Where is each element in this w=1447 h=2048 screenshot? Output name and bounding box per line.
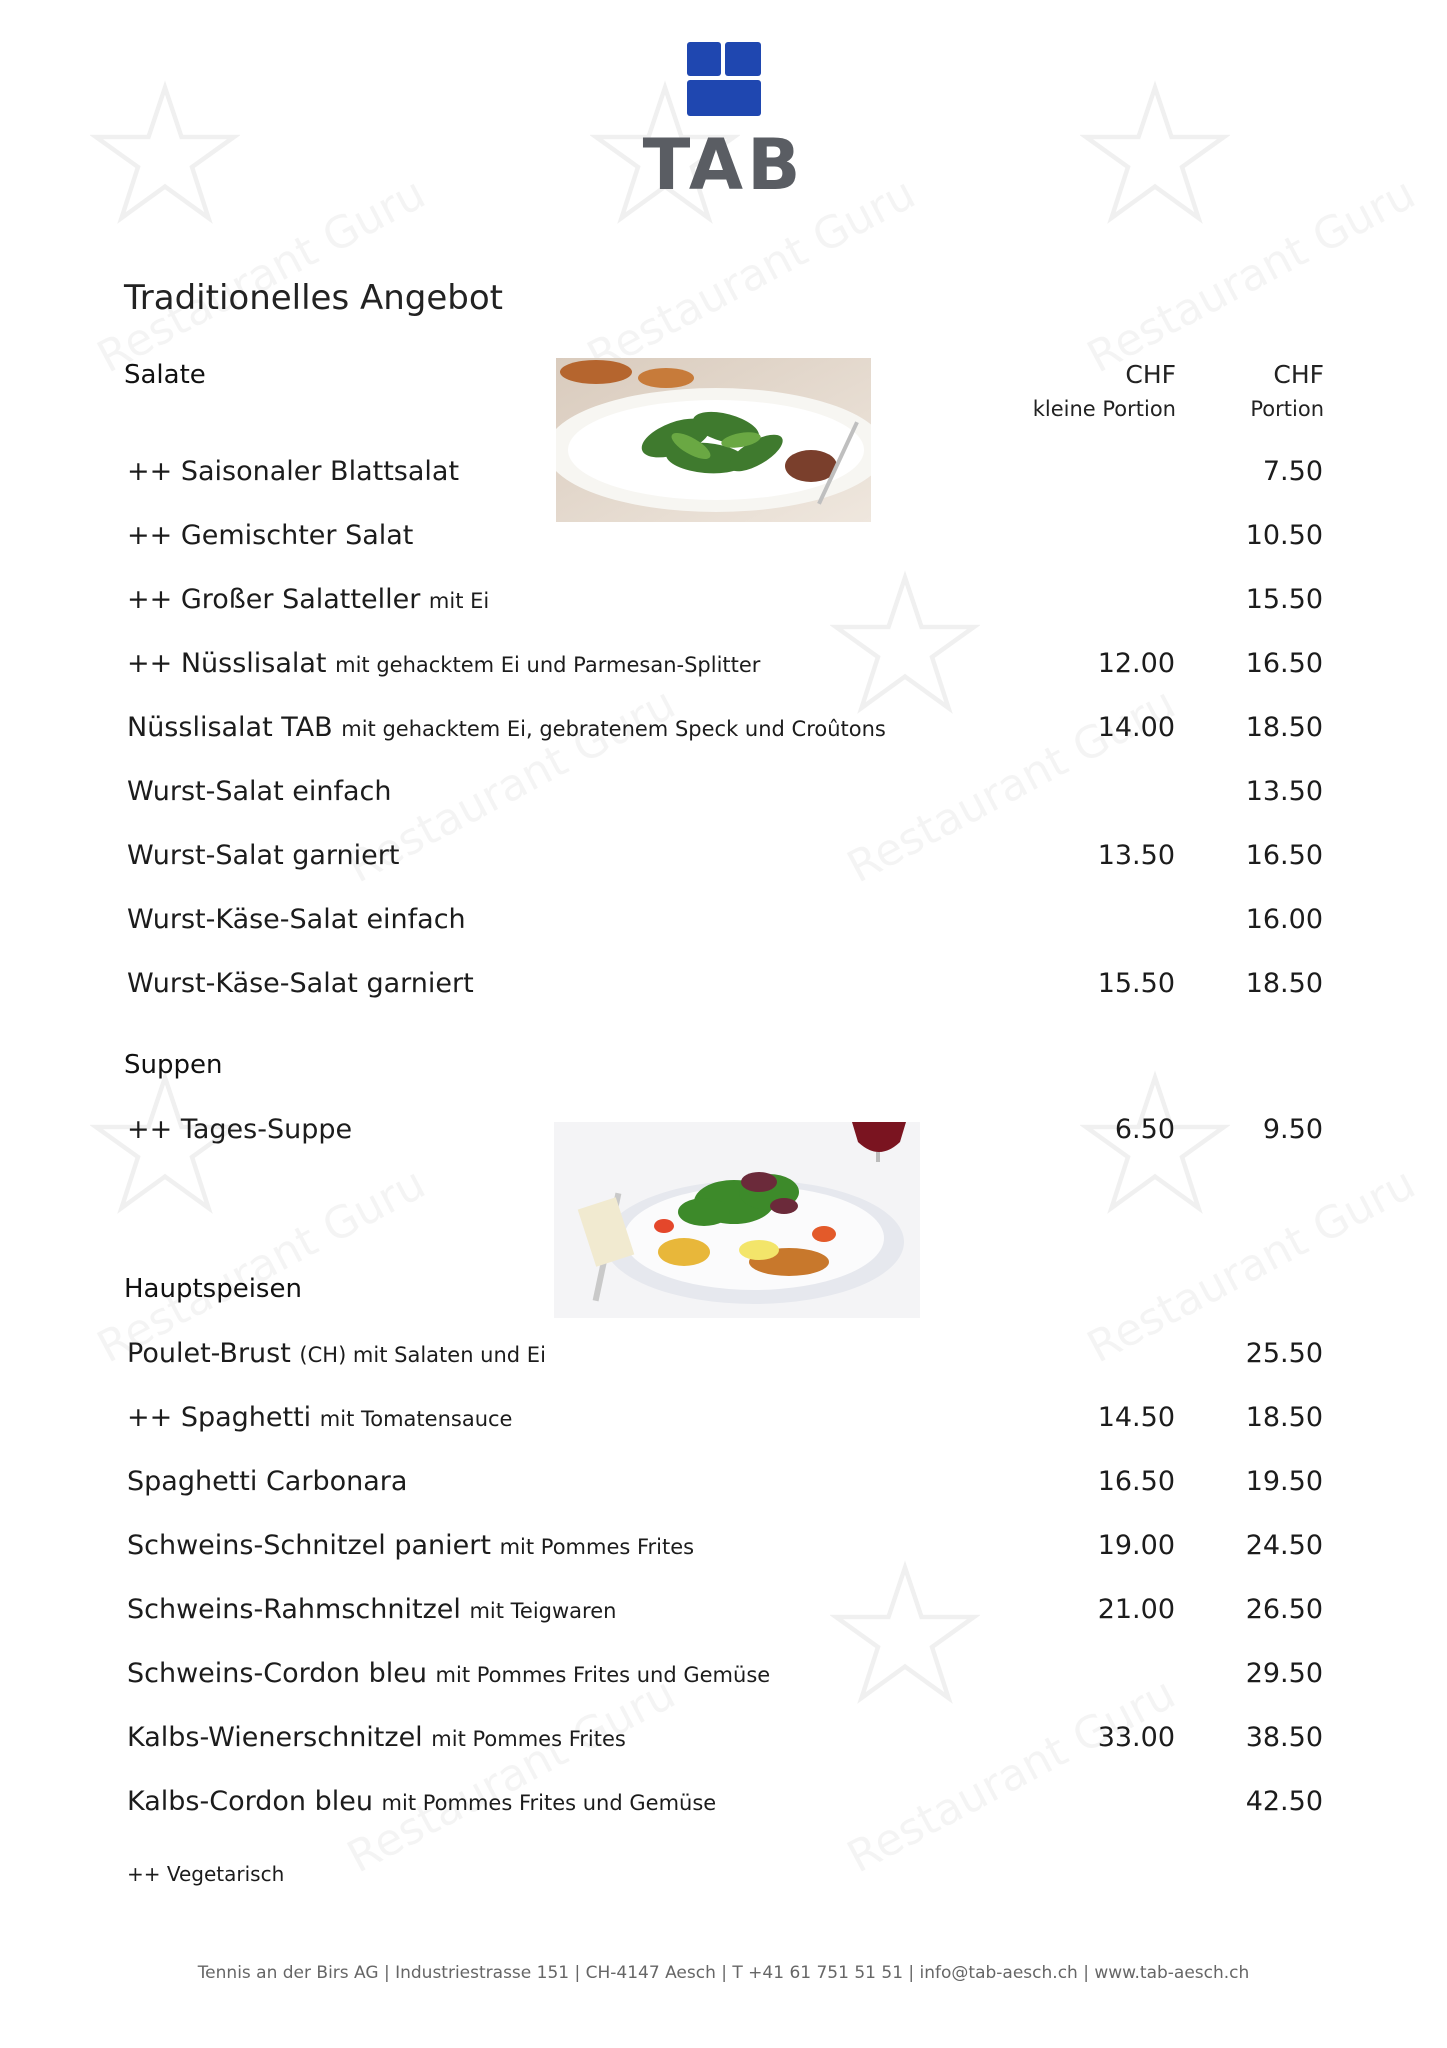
menu-item-price-regular: 38.50 (1245, 1722, 1323, 1753)
menu-item (127, 776, 1327, 816)
main-dish-photo (554, 1122, 920, 1318)
column-header-small (960, 358, 1176, 426)
menu-item (127, 904, 1327, 944)
menu-item-price-small: 19.00 (1097, 1530, 1175, 1561)
page-title: Traditionelles Angebot (124, 278, 504, 318)
menu-item-price-regular: 18.50 (1245, 968, 1323, 999)
menu-item-desc: mit Ei (428, 589, 490, 613)
menu-item-price-regular: 18.50 (1245, 712, 1323, 743)
menu-item-price-regular: 10.50 (1245, 520, 1323, 551)
column-header-small-currency: CHF (1125, 360, 1176, 389)
menu-item-name: ++ Spaghetti mit Tomatensauce (127, 1402, 513, 1433)
menu-item (127, 840, 1327, 880)
menu-item-name: Nüsslisalat TAB mit gehacktem Ei, gebratenem Speck und Croûtons (127, 712, 886, 743)
menu-item-price-regular: 19.50 (1245, 1466, 1323, 1497)
menu-item-name: ++ Nüsslisalat mit gehacktem Ei und Parmesan-Splitter (127, 648, 761, 679)
section-title-salate: Salate (124, 360, 206, 390)
menu-item-price-regular: 9.50 (1262, 1114, 1323, 1145)
menu-item (127, 1786, 1327, 1826)
menu-item-price-regular: 15.50 (1245, 584, 1323, 615)
menu-item-price-small: 14.00 (1097, 712, 1175, 743)
menu-item-price-regular: 42.50 (1245, 1786, 1323, 1817)
watermark-text (1079, 168, 1423, 383)
menu-item-name: Wurst-Käse-Salat garniert (127, 968, 474, 999)
menu-item-price-regular: 29.50 (1245, 1658, 1323, 1689)
menu-item-desc: mit Tomatensauce (319, 1407, 513, 1431)
menu-item-desc: mit Teigwaren (469, 1599, 617, 1623)
menu-item (127, 1530, 1327, 1570)
menu-item-price-small: 14.50 (1097, 1402, 1175, 1433)
menu-item-name: Schweins-Schnitzel paniert mit Pommes Frites (127, 1530, 695, 1561)
menu-item-price-small: 21.00 (1097, 1594, 1175, 1625)
menu-item (127, 520, 1327, 560)
menu-item (127, 648, 1327, 688)
watermark-text (839, 1668, 1183, 1883)
menu-item (127, 584, 1327, 624)
logo-text: TAB (642, 124, 805, 206)
menu-item-name: Kalbs-Cordon bleu mit Pommes Frites und Gemüse (127, 1786, 717, 1817)
menu-item-price-regular: 16.00 (1245, 904, 1323, 935)
menu-item-price-small: 12.00 (1097, 648, 1175, 679)
menu-item-price-regular: 16.50 (1245, 840, 1323, 871)
menu-item-price-regular: 13.50 (1245, 776, 1323, 807)
menu-item-price-regular: 26.50 (1245, 1594, 1323, 1625)
menu-item-price-small: 13.50 (1097, 840, 1175, 871)
menu-item-price-regular: 16.50 (1245, 648, 1323, 679)
menu-item-price-small: 6.50 (1114, 1114, 1175, 1145)
menu-item-price-small: 15.50 (1097, 968, 1175, 999)
column-header-regular-currency: CHF (1273, 360, 1324, 389)
menu-item-name: ++ Saisonaler Blattsalat (127, 456, 460, 487)
menu-item-price-small: 16.50 (1097, 1466, 1175, 1497)
menu-item-name: Wurst-Käse-Salat einfach (127, 904, 466, 935)
menu-item-price-regular: 24.50 (1245, 1530, 1323, 1561)
menu-item-name: Kalbs-Wienerschnitzel mit Pommes Frites (127, 1722, 626, 1753)
menu-item-name: Wurst-Salat garniert (127, 840, 400, 871)
menu-item-name: Schweins-Rahmschnitzel mit Teigwaren (127, 1594, 617, 1625)
watermark-text (339, 1668, 683, 1883)
logo-mark-icon (687, 42, 761, 116)
menu-item-desc: mit Pommes Frites und Gemüse (435, 1663, 771, 1687)
footer-contact: Tennis an der Birs AG | Industriestrasse 151 | CH-4147 Aesch | T +41 61 751 51 51 | info@tab-aesch.ch | www.tab-aesch.ch (197, 1963, 1250, 1983)
menu-item (127, 1722, 1327, 1762)
menu-item (127, 1402, 1327, 1442)
menu-item-desc: mit gehacktem Ei, gebratenem Speck und Croûtons (341, 717, 886, 741)
column-header-small-label: kleine Portion (1032, 397, 1176, 421)
menu-item-name: Poulet-Brust (CH) mit Salaten und Ei (127, 1338, 546, 1369)
menu-item-name: ++ Gemischter Salat (127, 520, 414, 551)
menu-item (127, 968, 1327, 1008)
column-header-regular (1200, 358, 1324, 426)
menu-item-price-regular: 7.50 (1262, 456, 1323, 487)
menu-item-name: ++ Großer Salatteller mit Ei (127, 584, 490, 615)
menu-item-name: Schweins-Cordon bleu mit Pommes Frites und Gemüse (127, 1658, 771, 1689)
menu-item (127, 1594, 1327, 1634)
menu-item (127, 1338, 1327, 1378)
menu-item-name: Spaghetti Carbonara (127, 1466, 408, 1497)
menu-item-name: ++ Tages-Suppe (127, 1114, 353, 1145)
menu-item (127, 712, 1327, 752)
column-header-regular-label: Portion (1250, 397, 1324, 421)
salad-photo (556, 358, 871, 522)
menu-item-desc: mit Pommes Frites und Gemüse (381, 1791, 717, 1815)
menu-item (127, 456, 1327, 496)
section-title-suppen: Suppen (124, 1050, 223, 1080)
menu-item (127, 1658, 1327, 1698)
menu-item-desc: mit Pommes Frites (431, 1727, 626, 1751)
menu-item-desc: mit Pommes Frites (499, 1535, 695, 1559)
menu-item-price-regular: 18.50 (1245, 1402, 1323, 1433)
section-title-hauptspeisen: Hauptspeisen (124, 1274, 302, 1304)
menu-item-price-small: 33.00 (1097, 1722, 1175, 1753)
watermark-text (89, 168, 433, 383)
menu-item-desc: (CH) mit Salaten und Ei (299, 1343, 546, 1367)
menu-item (127, 1466, 1327, 1506)
menu-item-price-regular: 25.50 (1245, 1338, 1323, 1369)
menu-item-name: Wurst-Salat einfach (127, 776, 392, 807)
vegetarian-note: ++ Vegetarisch (127, 1862, 285, 1886)
menu-item-desc: mit gehacktem Ei und Parmesan-Splitter (335, 653, 761, 677)
logo (0, 42, 1447, 206)
